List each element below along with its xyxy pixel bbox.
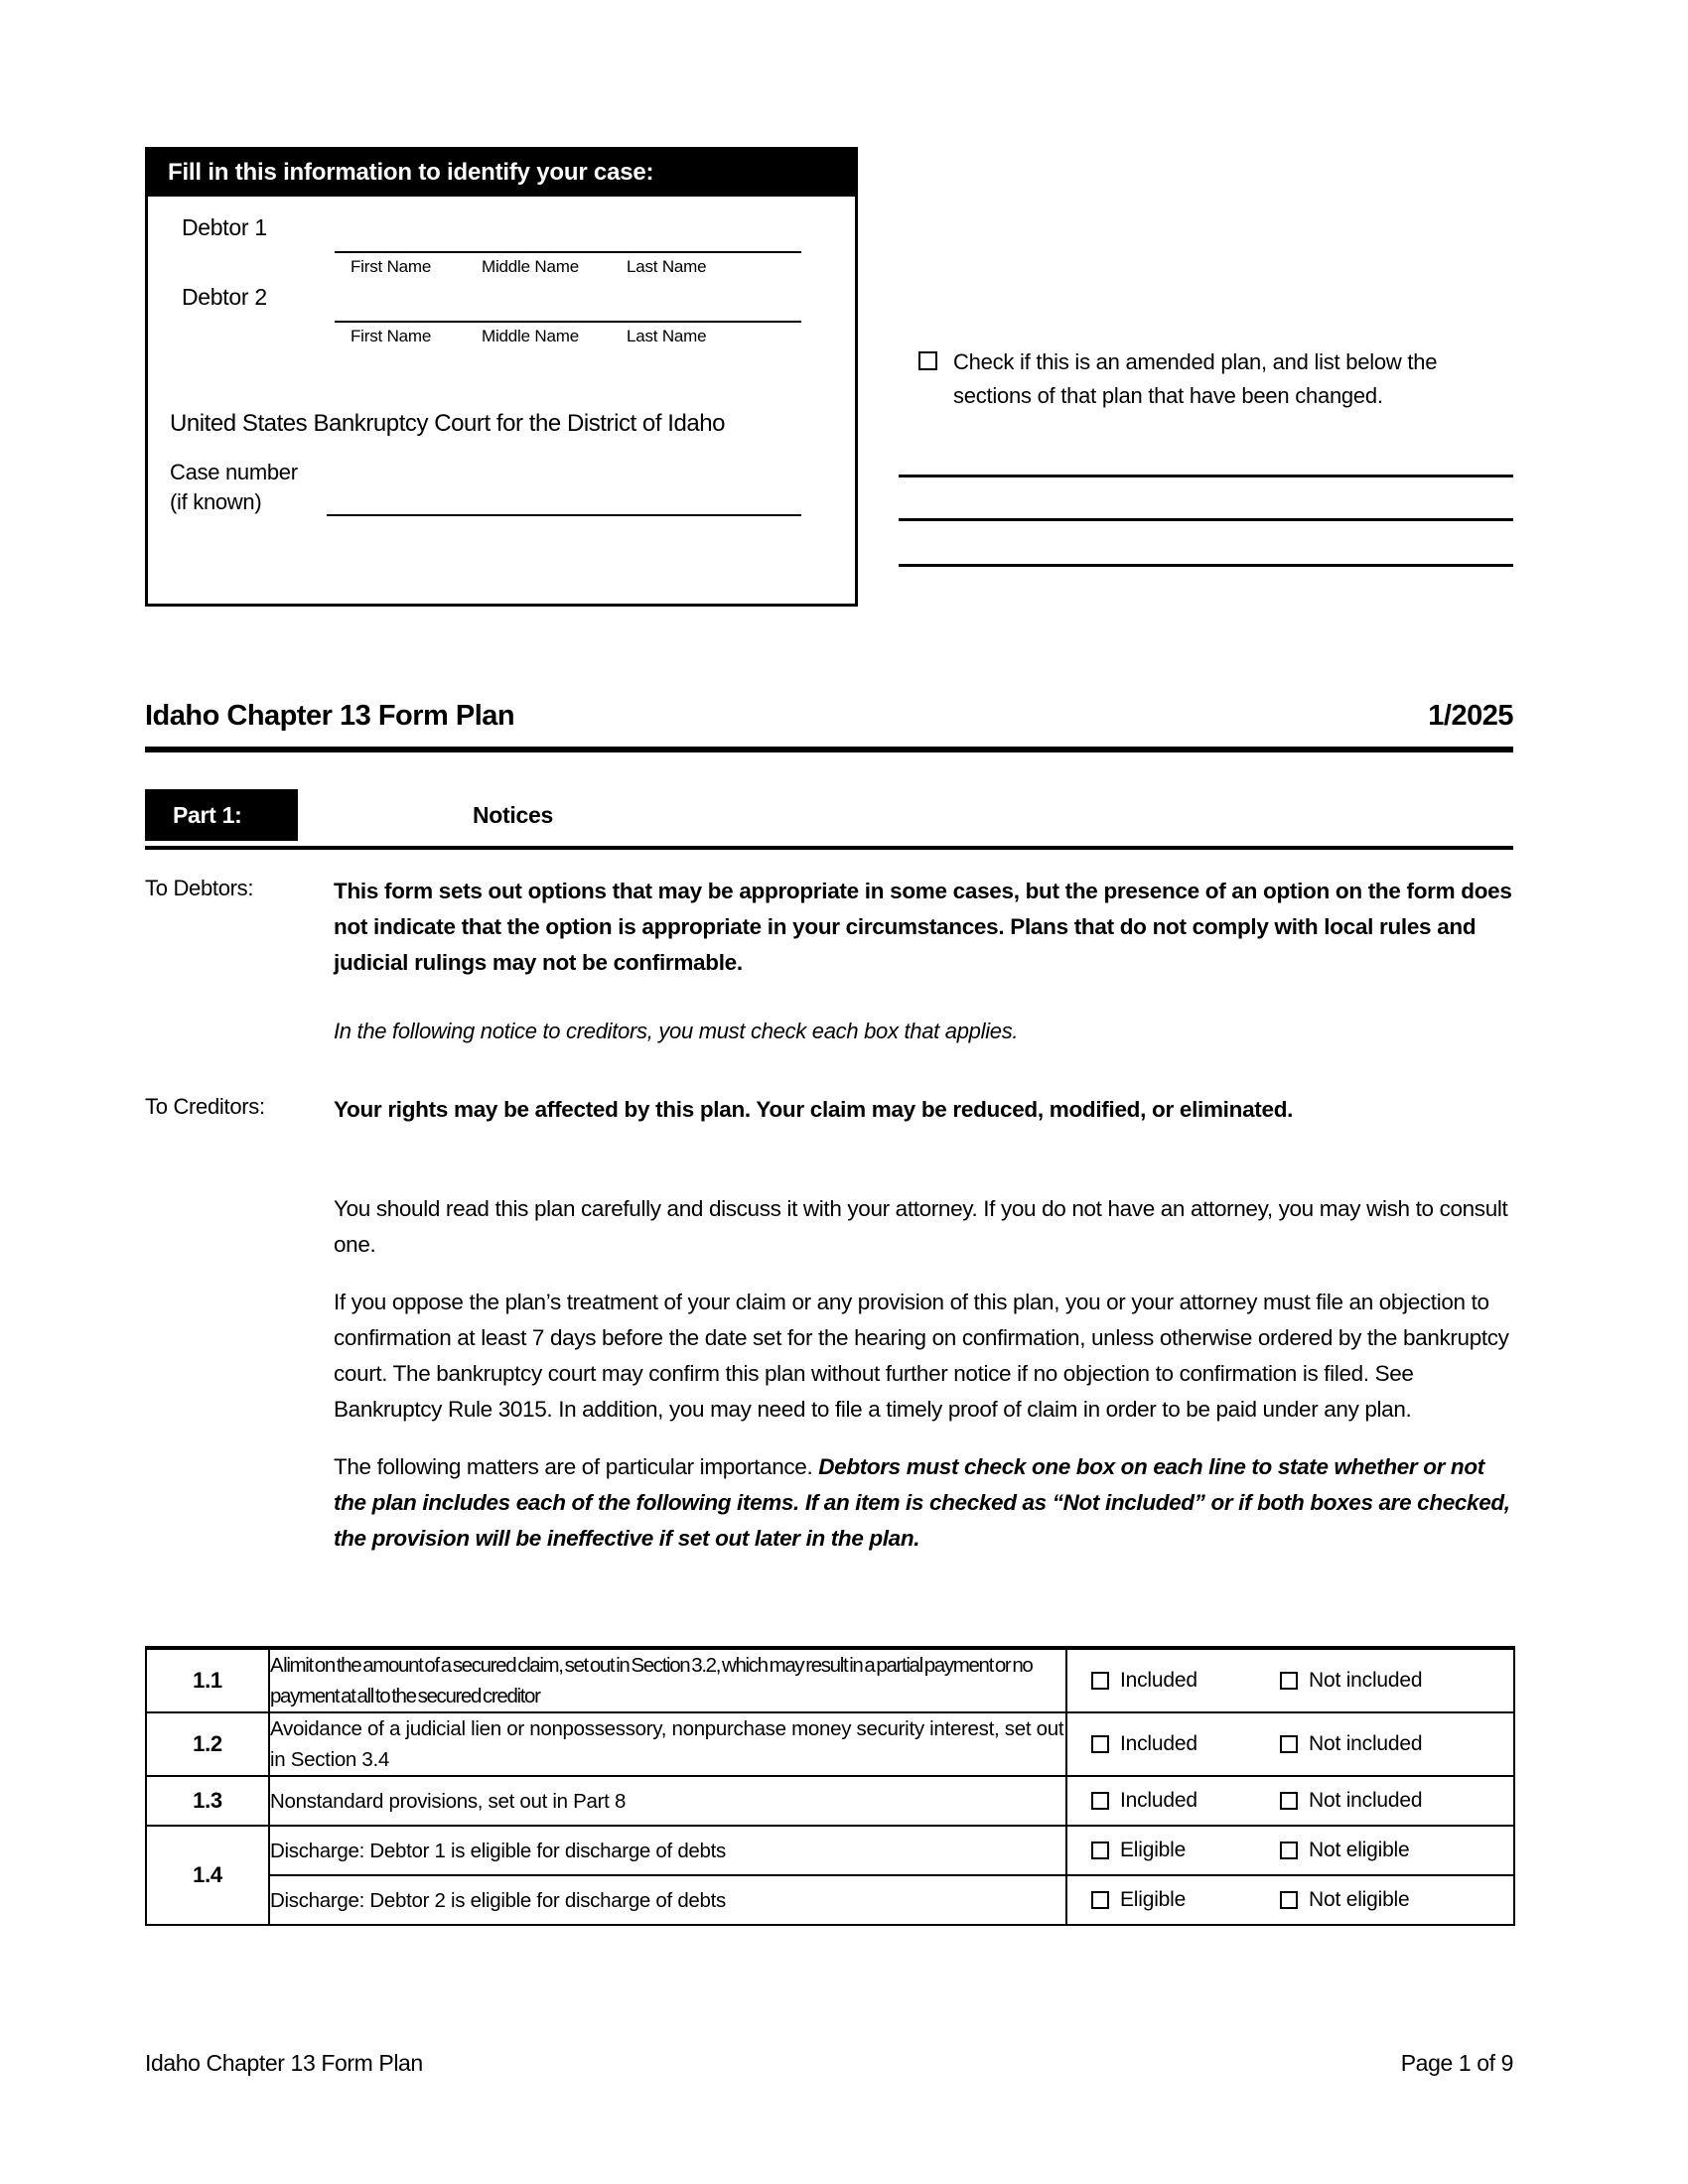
part-1-tag: Part 1: [145,789,298,841]
table-row [146,1648,1514,1712]
debtor-2-middle-name-caption: Middle Name [482,327,579,345]
option-not-included[interactable] [1280,1669,1422,1693]
part-1-header [145,789,1513,841]
option-not-included[interactable] [1280,1732,1422,1756]
item-options [1066,1875,1514,1925]
to-debtors-block [145,874,1513,981]
option-not-included-label: Not included [1309,1789,1423,1812]
checkbox-not-eligible[interactable] [1280,1891,1298,1909]
debtor-1-middle-name-caption: Middle Name [482,257,579,276]
debtor-1-last-name-caption: Last Name [627,257,707,276]
checkbox-not-included[interactable] [1280,1672,1298,1690]
case-box-header: Fill in this information to identify your case: [148,150,855,197]
amended-plan-text: Check if this is an amended plan, and list below the sections of that plan that have been changed. [953,349,1438,408]
item-description: Discharge: Debtor 2 is eligible for discharge of debts [269,1875,1066,1925]
checkbox-eligible[interactable] [1091,1842,1109,1859]
creditor-paragraph-3-emphasis: Debtors must check one box on each line to state whether or not the plan includes each of the following items. If an item is checked as “Not included” or if both boxes are checked, the provision will be ineffective if set out later in the plan. [334,1454,1510,1551]
to-creditors-statement: Your rights may be affected by this plan. Your claim may be reduced, modified, or eliminated. [334,1097,1294,1122]
option-not-eligible-label: Not eligible [1309,1888,1410,1911]
court-name: United States Bankruptcy Court for the District of Idaho [170,410,726,437]
amended-sections-line-2[interactable] [899,518,1513,521]
amended-sections-line-1[interactable] [899,475,1513,478]
form-title: Idaho Chapter 13 Form Plan [145,700,515,732]
case-number-label-line1: Case number [170,460,298,484]
option-included-label: Included [1120,1732,1197,1755]
item-description: Discharge: Debtor 1 is eligible for discharge of debts [269,1826,1066,1875]
checkbox-included[interactable] [1091,1672,1109,1690]
creditor-paragraph-3-plain: The following matters are of particular importance. [334,1454,819,1479]
creditor-paragraphs [334,1191,1513,1557]
page-footer [145,2050,1513,2077]
case-number-input[interactable] [327,514,801,516]
amended-plan-notice [918,345,1514,413]
to-debtors-italic-spacer [145,1015,334,1017]
checkbox-not-included[interactable] [1280,1735,1298,1753]
debtor-2-first-name-caption: First Name [351,327,432,345]
item-number: 1.3 [146,1776,269,1826]
debtor-2-last-name-caption: Last Name [627,327,707,345]
option-included[interactable] [1091,1789,1280,1813]
to-creditors-label: To Creditors: [145,1094,265,1119]
to-debtors-statement: This form sets out options that may be appropriate in some cases, but the presence of an option on the form does not indicate that the option is appropriate in your circumstances. Plans that do not comply with local rules and judicial rulings may not be confirmable. [334,879,1512,975]
creditor-paragraph-3 [334,1449,1513,1557]
amended-sections-line-3[interactable] [899,564,1513,567]
form-title-row [145,700,1513,733]
check-each-box-note: In the following notice to creditors, you must check each box that applies. [334,1019,1019,1043]
title-divider [145,747,1513,752]
option-not-eligible[interactable] [1280,1839,1410,1862]
option-eligible-label: Eligible [1120,1839,1187,1861]
case-identification-box [145,147,858,607]
item-options [1066,1648,1514,1712]
creditor-paragraph-1: You should read this plan carefully and discuss it with your attorney. If you do not have an attorney, you may wish to consult one. [334,1196,1508,1257]
item-options [1066,1712,1514,1776]
item-options [1066,1826,1514,1875]
item-description: Nonstandard provisions, set out in Part 8 [269,1776,1066,1826]
option-eligible-label: Eligible [1120,1888,1187,1911]
option-not-eligible-label: Not eligible [1309,1839,1410,1861]
debtor-1-name-input[interactable] [335,251,801,253]
option-eligible[interactable] [1091,1888,1280,1912]
to-debtors-label: To Debtors: [145,876,254,900]
option-not-included[interactable] [1280,1789,1422,1813]
case-box-body [148,197,855,604]
checkbox-eligible[interactable] [1091,1891,1109,1909]
amended-plan-checkbox[interactable] [918,351,937,370]
option-included[interactable] [1091,1669,1280,1693]
to-debtors-italic-block [145,1015,1513,1048]
part-1-divider [145,846,1513,850]
checkbox-included[interactable] [1091,1735,1109,1753]
option-included[interactable] [1091,1732,1280,1756]
form-revision-date: 1/2025 [1428,700,1513,732]
footer-page-number: Page 1 of 9 [1400,2050,1513,2076]
debtor-2-label: Debtor 2 [182,284,267,310]
option-included-label: Included [1120,1669,1197,1692]
checkbox-included[interactable] [1091,1792,1109,1810]
table-row [146,1826,1514,1875]
item-number: 1.1 [146,1648,269,1712]
part-1-title: Notices [473,801,553,828]
debtor-1-first-name-caption: First Name [351,257,432,276]
to-creditors-block [145,1092,1513,1128]
case-number-label [170,458,298,517]
debtor-1-label: Debtor 1 [182,214,267,240]
checkbox-not-eligible[interactable] [1280,1842,1298,1859]
notices-items-table [145,1646,1515,1926]
item-number: 1.4 [146,1826,269,1925]
table-row [146,1712,1514,1776]
table-row [146,1875,1514,1925]
option-not-eligible[interactable] [1280,1888,1410,1912]
checkbox-not-included[interactable] [1280,1792,1298,1810]
case-number-label-line2: (if known) [170,489,262,514]
option-eligible[interactable] [1091,1839,1280,1862]
creditor-paragraph-2: If you oppose the plan’s treatment of your claim or any provision of this plan, you or your attorney must file an objection to confirmation at least 7 days before the date set for the hearing on confirmation, unless otherwise ordered by the bankruptcy court. The bankruptcy court may confirm this plan without further notice if no objection to confirmation is filed. See Bankruptcy Rule 3015. In addition, you may need to file a timely proof of claim in order to be paid under any plan. [334,1290,1509,1422]
option-not-included-label: Not included [1309,1669,1423,1692]
debtor-2-name-input[interactable] [335,321,801,323]
table-row [146,1776,1514,1826]
footer-form-name: Idaho Chapter 13 Form Plan [145,2050,423,2076]
item-options [1066,1776,1514,1826]
option-not-included-label: Not included [1309,1732,1423,1755]
item-number: 1.2 [146,1712,269,1776]
item-description: A limit on the amount of a secured claim, set out in Section 3.2, which may result in a partial payment or no payment at all to the secured creditor [269,1648,1066,1712]
item-description: Avoidance of a judicial lien or nonpossessory, nonpurchase money security interest, set out in Section 3.4 [269,1712,1066,1776]
option-included-label: Included [1120,1789,1197,1812]
